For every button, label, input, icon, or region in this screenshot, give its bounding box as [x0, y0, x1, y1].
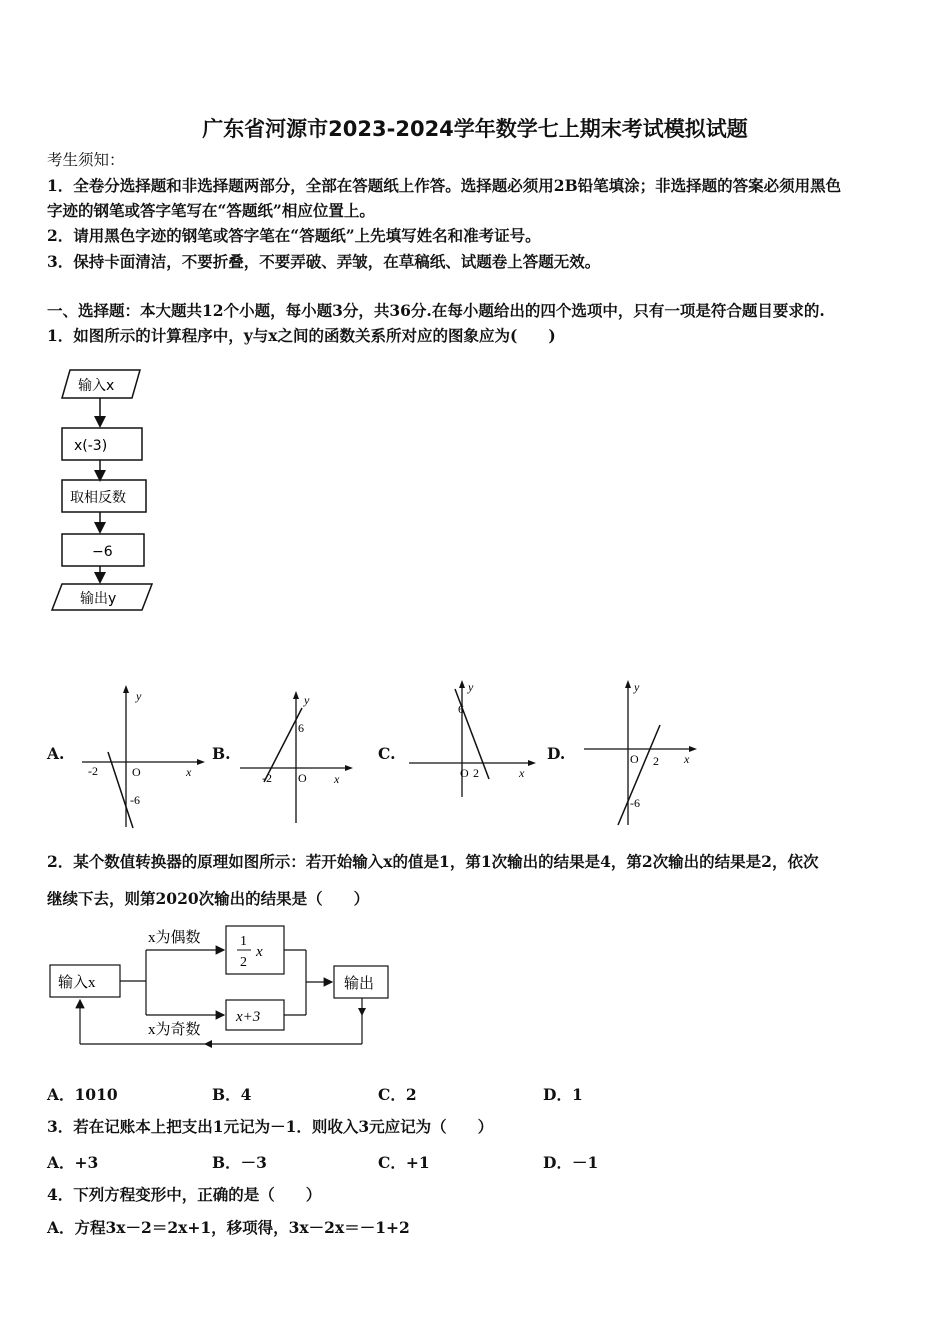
question-2-stem-cont: 继续下去，则第2020次输出的结果是（ ）: [47, 889, 370, 908]
q1-option-a-label[interactable]: A.: [47, 744, 65, 763]
q1-graph-d[interactable]: [580, 677, 705, 827]
q2-converter-diagram: [44, 920, 404, 1055]
y-axis-label: y: [136, 689, 142, 703]
half-numerator: 1: [240, 934, 247, 949]
q3-option-c[interactable]: C．+1: [378, 1153, 430, 1172]
q4-option-a[interactable]: A．方程3x－2＝2x+1，移项得，3x－2x＝－1+2: [47, 1218, 410, 1237]
notice-item: 2．请用黑色字迹的钢笔或答字笔在“答题纸”上先填写姓名和准考证号。: [47, 226, 541, 245]
y-axis-label: y: [468, 680, 474, 694]
question-1-stem: 1．如图所示的计算程序中，y与x之间的函数关系所对应的图象应为( ): [47, 326, 556, 345]
q1-option-d-label[interactable]: D.: [547, 744, 566, 763]
q1-option-b-label[interactable]: B.: [212, 744, 231, 763]
y-intercept-label: 6: [458, 702, 464, 716]
x-axis-label: x: [519, 766, 525, 780]
page-title: 广东省河源市2023-2024学年数学七上期末考试模拟试题: [202, 117, 748, 141]
q1-flowchart: [48, 364, 168, 618]
origin-label: O: [298, 771, 307, 785]
even-label: x为偶数: [148, 930, 201, 946]
origin-label: O: [460, 766, 469, 780]
x-intercept-label: 2: [473, 766, 479, 780]
y-intercept-label: -6: [630, 796, 640, 810]
question-3-stem: 3．若在记账本上把支出1元记为－1．则收入3元应记为（ ）: [47, 1117, 494, 1136]
half-variable: x: [256, 944, 263, 960]
q3-option-a[interactable]: A．+3: [47, 1153, 99, 1172]
notice-item: 3．保持卡面清洁，不要折叠，不要弄破、弄皱，在草稿纸、试题卷上答题无效。: [47, 252, 601, 271]
x-axis-label: x: [334, 772, 340, 786]
input-x-label: 输入x: [58, 975, 96, 991]
y-axis-label: y: [304, 693, 310, 707]
half-denominator: 2: [240, 955, 247, 970]
plus3-label: x+3: [236, 1009, 261, 1025]
q1-graph-a[interactable]: [78, 682, 208, 832]
y-axis-label: y: [634, 680, 640, 694]
output-label: 输出: [344, 976, 375, 992]
q3-option-d[interactable]: D．－1: [543, 1153, 599, 1172]
x-axis-label: x: [684, 752, 690, 766]
q1-option-c-label[interactable]: C.: [378, 744, 396, 763]
notice-heading: 考生须知：: [47, 151, 125, 169]
q2-option-c[interactable]: C．2: [378, 1085, 417, 1104]
question-4-stem: 4．下列方程变形中，正确的是（ ）: [47, 1185, 322, 1204]
origin-label: O: [132, 765, 141, 779]
x-axis-label: x: [186, 765, 192, 779]
q1-graph-b[interactable]: [236, 688, 366, 828]
odd-label: x为奇数: [148, 1022, 201, 1038]
q1-graph-c[interactable]: [405, 677, 540, 827]
origin-label: O: [630, 752, 639, 766]
q3-option-b[interactable]: B．－3: [212, 1153, 267, 1172]
q2-option-b[interactable]: B．4: [212, 1085, 252, 1104]
notice-item: 字迹的钢笔或答字笔写在“答题纸”相应位置上。: [47, 201, 375, 220]
q2-option-a[interactable]: A．1010: [47, 1085, 118, 1104]
section-heading: 一、选择题：本大题共12个小题，每小题3分，共36分.在每小题给出的四个选项中，只有一项是符合题目要求的.: [47, 301, 825, 320]
flow-minus6: −6: [92, 544, 113, 560]
notice-item: 1．全卷分选择题和非选择题两部分，全部在答题纸上作答。选择题必须用2B铅笔填涂；非选择题的答案必须用黑色: [47, 176, 842, 195]
q2-option-d[interactable]: D．1: [543, 1085, 583, 1104]
flow-negate: 取相反数: [70, 490, 126, 506]
y-intercept-label: 6: [298, 721, 304, 735]
flow-multiply: x(-3): [74, 438, 108, 454]
question-2-stem: 2．某个数值转换器的原理如图所示：若开始输入x的值是1，第1次输出的结果是4，第2次输出的结果是2，依次: [47, 852, 819, 871]
x-intercept-label: -2: [262, 771, 272, 785]
flow-output: 输出y: [80, 591, 117, 607]
flow-input: 输入x: [78, 378, 115, 394]
y-intercept-label: -6: [130, 793, 140, 807]
x-intercept-label: -2: [88, 764, 98, 778]
x-intercept-label: 2: [653, 754, 659, 768]
